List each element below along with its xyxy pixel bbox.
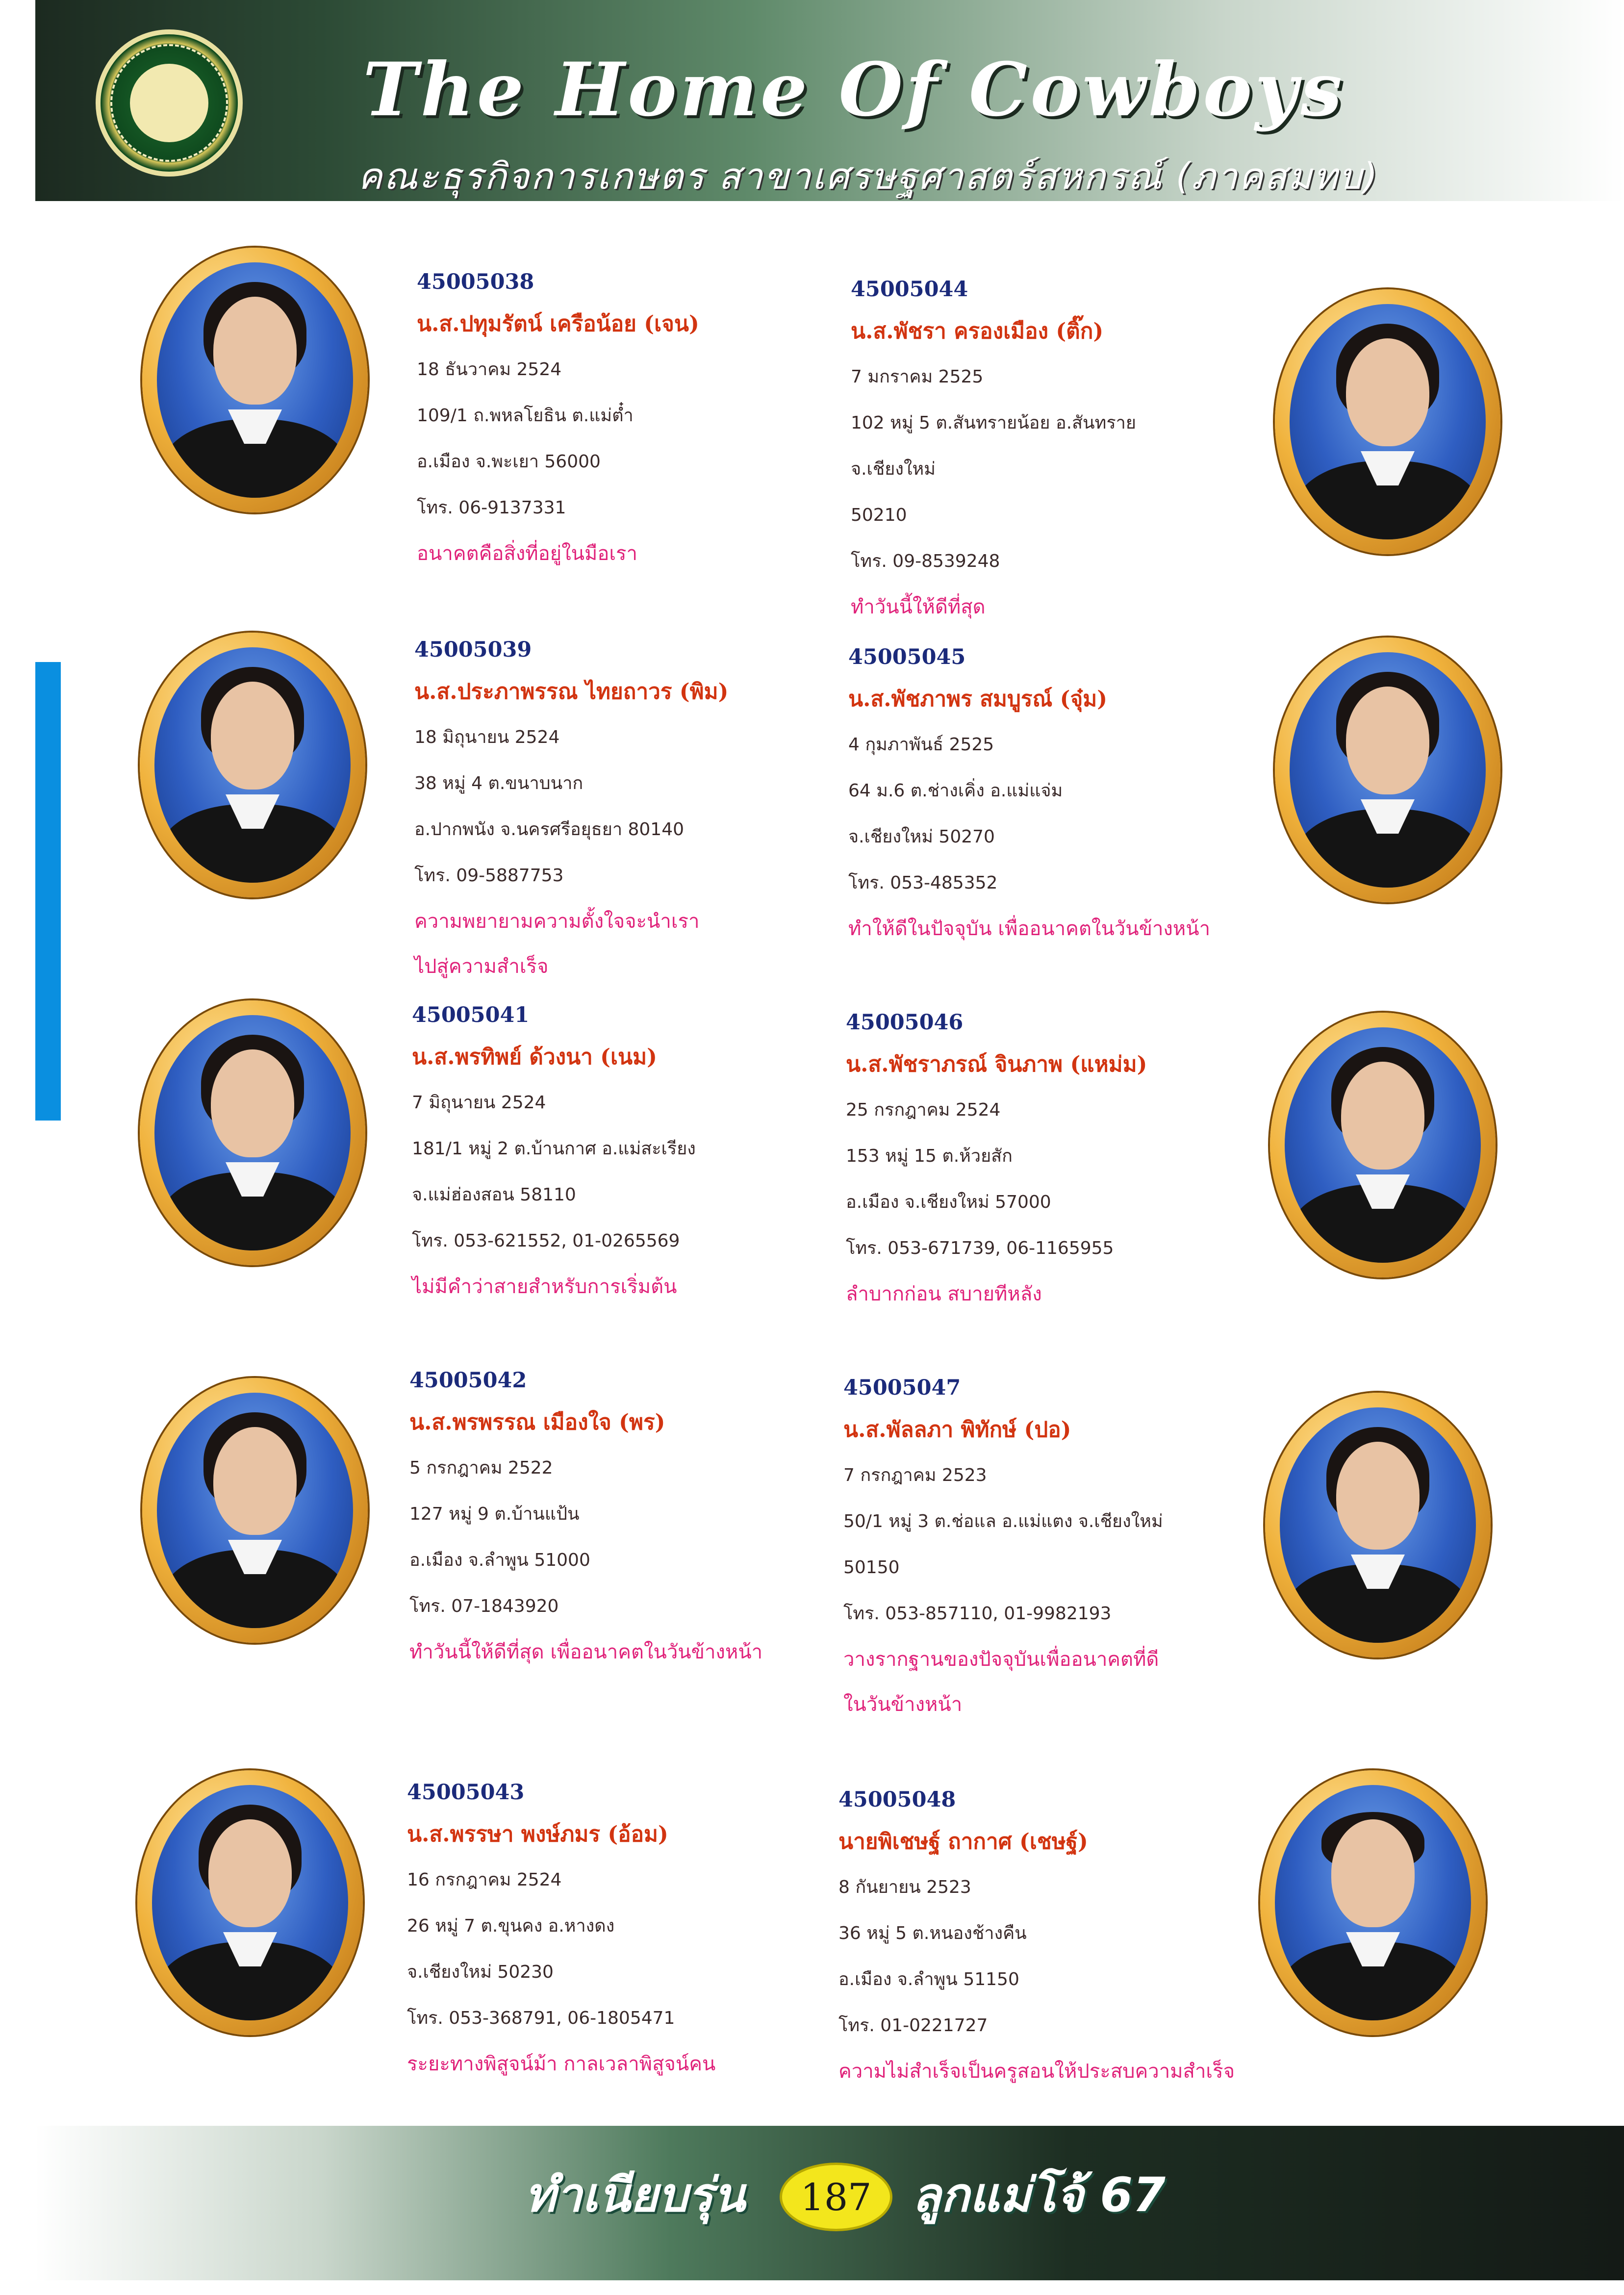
student-entry	[409, 1361, 851, 1675]
portrait-45005043	[137, 1770, 363, 2035]
birth-date: 8 กันยายน 2523	[838, 1877, 971, 1897]
motto: วางรากฐานของปัจจุบันเพื่ออนาคตที่ดี	[843, 1648, 1159, 1671]
student-id: 45005048	[838, 1787, 956, 1812]
student-id: 45005038	[417, 270, 534, 294]
portrait-photo	[154, 647, 351, 883]
birth-date: 5 กรกฎาคม 2522	[409, 1458, 553, 1478]
portrait-photo	[157, 1393, 353, 1628]
address-line: 50210	[851, 505, 907, 525]
student-entry	[846, 1003, 1287, 1317]
birth-date: 18 ธันวาคม 2524	[417, 359, 562, 380]
phone: โทร. 09-8539248	[851, 551, 1000, 571]
student-name: น.ส.พัชภาพร สมบูรณ์ (จุ๋ม)	[848, 687, 1108, 712]
phone: โทร. 06-9137331	[417, 498, 566, 518]
portrait-45005048	[1260, 1770, 1486, 2035]
portrait-45005041	[140, 1000, 365, 1265]
portrait-45005047	[1265, 1393, 1491, 1658]
address-line: 109/1 ถ.พหลโยธิน ต.แม่ต๋ำ	[417, 406, 634, 426]
address-line: 64 ม.6 ต.ช่างเคิ่ง อ.แม่แจ่ม	[848, 781, 1063, 801]
student-entry	[851, 270, 1292, 630]
address-line: จ.เชียงใหม่	[851, 459, 936, 479]
portrait-45005046	[1270, 1013, 1496, 1277]
portrait-photo	[1275, 1785, 1471, 2020]
phone: โทร. 053-368791, 06-1805471	[407, 2008, 675, 2028]
address-line: 50/1 หมู่ 3 ต.ช่อแล อ.แม่แตง จ.เชียงใหม่	[843, 1511, 1163, 1531]
student-name: น.ส.พัชราภรณ์ จินภาพ (แหม่ม)	[846, 1052, 1147, 1077]
student-id: 45005043	[407, 1780, 525, 1805]
birth-date: 16 กรกฎาคม 2524	[407, 1870, 562, 1890]
address-line: 181/1 หมู่ 2 ต.บ้านกาศ อ.แม่สะเรียง	[412, 1139, 696, 1159]
motto: ไม่มีคำว่าสายสำหรับการเริ่มต้น	[412, 1275, 677, 1298]
address-line: จ.เชียงใหม่ 50270	[848, 827, 995, 847]
student-entry	[412, 995, 853, 1309]
student-entry	[848, 638, 1290, 951]
portrait-45005044	[1275, 289, 1500, 554]
student-name: น.ส.ปทุมรัตน์ เครือน้อย (เจน)	[417, 311, 699, 336]
portrait-photo	[1280, 1407, 1476, 1643]
phone: โทร. 09-5887753	[414, 866, 564, 886]
portrait-45005038	[142, 248, 368, 512]
student-entry	[417, 262, 858, 576]
side-accent-bar	[35, 662, 61, 1121]
motto: ทำให้ดีในปัจจุบัน เพื่ออนาคตในวันข้างหน้า	[848, 918, 1211, 940]
phone: โทร. 053-671739, 06-1165955	[846, 1238, 1114, 1258]
address-line: 50150	[843, 1557, 900, 1578]
motto: ในวันข้างหน้า	[843, 1693, 963, 1716]
motto: ความไม่สำเร็จเป็นครูสอนให้ประสบความสำเร็จ	[838, 2060, 1235, 2083]
page-number: 187	[800, 2175, 872, 2219]
birth-date: 25 กรกฎาคม 2524	[846, 1100, 1001, 1120]
motto: ความพยายามความตั้งใจจะนำเรา	[414, 910, 700, 933]
student-name: น.ส.ประภาพรรณ ไทยถาวร (พิม)	[414, 679, 729, 704]
student-id: 45005042	[409, 1368, 527, 1393]
portrait-photo	[1290, 304, 1486, 539]
student-entry	[843, 1368, 1285, 1727]
address-line: 26 หมู่ 7 ต.ขุนคง อ.หางดง	[407, 1916, 615, 1936]
address-line: อ.เมือง จ.เชียงใหม่ 57000	[846, 1192, 1051, 1212]
phone: โทร. 053-621552, 01-0265569	[412, 1231, 680, 1251]
address-line: อ.ปากพนัง จ.นครศรีอยุธยา 80140	[414, 819, 685, 840]
student-name: น.ส.พรพรรณ เมืองใจ (พร)	[409, 1410, 665, 1435]
student-name: น.ส.พัลลภา พิทักษ์ (ปอ)	[843, 1417, 1071, 1442]
student-entry	[838, 1780, 1280, 2094]
address-line: 38 หมู่ 4 ต.ขนาบนาก	[414, 773, 584, 793]
student-name: น.ส.พัชรา ครองเมือง (ติ๊ก)	[851, 319, 1104, 344]
page-subtitle: คณะธุรกิจการเกษตร สาขาเศรษฐศาสตร์สหกรณ์ (ภาคสมทบ)	[358, 155, 1379, 198]
logo-emblem-icon	[130, 64, 208, 142]
motto: ไปสู่ความสำเร็จ	[414, 955, 549, 978]
footer-yearbook-label: ทำเนียบรุ่น	[525, 2168, 745, 2222]
portrait-photo	[157, 262, 353, 498]
birth-date: 18 มิถุนายน 2524	[414, 727, 560, 747]
student-name: น.ส.พรรษา พงษ์ภมร (อ้อม)	[407, 1822, 668, 1847]
motto: อนาคตคือสิ่งที่อยู่ในมือเรา	[417, 542, 637, 565]
address-line: จ.เชียงใหม่ 50230	[407, 1962, 554, 1982]
student-id: 45005046	[846, 1010, 964, 1035]
student-id: 45005044	[851, 277, 968, 302]
phone: โทร. 053-857110, 01-9982193	[843, 1604, 1112, 1624]
motto: ทำวันนี้ให้ดีที่สุด	[851, 596, 986, 618]
page-title: The Home Of Cowboys	[363, 47, 1345, 133]
phone: โทร. 01-0221727	[838, 2015, 988, 2036]
student-name: น.ส.พรทิพย์ ด้วงนา (เนม)	[412, 1045, 657, 1070]
birth-date: 7 มกราคม 2525	[851, 367, 984, 387]
birth-date: 4 กุมภาพันธ์ 2525	[848, 735, 994, 755]
student-id: 45005039	[414, 638, 532, 662]
student-id: 45005047	[843, 1376, 961, 1400]
phone: โทร. 053-485352	[848, 873, 998, 893]
page-number-badge	[780, 2163, 892, 2231]
student-id: 45005045	[848, 645, 966, 669]
motto: ลำบากก่อน สบายทีหลัง	[846, 1283, 1042, 1305]
address-line: 153 หมู่ 15 ต.ห้วยสัก	[846, 1146, 1013, 1166]
phone: โทร. 07-1843920	[409, 1596, 559, 1616]
address-line: 127 หมู่ 9 ต.บ้านแป้น	[409, 1504, 580, 1524]
portrait-photo	[1290, 652, 1486, 888]
footer-class-label: ลูกแม่โจ้ 67	[912, 2168, 1166, 2222]
student-name: นายพิเชษฐ์ ถากาศ (เชษฐ์)	[838, 1829, 1088, 1854]
motto: ระยะทางพิสูจน์ม้า กาลเวลาพิสูจน์คน	[407, 2053, 716, 2075]
student-entry	[407, 1773, 848, 2087]
address-line: จ.แม่ฮ่องสอน 58110	[412, 1185, 576, 1205]
portrait-photo	[1285, 1027, 1481, 1263]
university-logo	[96, 29, 243, 177]
motto: ทำวันนี้ให้ดีที่สุด เพื่ออนาคตในวันข้างหน้า	[409, 1641, 763, 1663]
address-line: 102 หมู่ 5 ต.สันทรายน้อย อ.สันทราย	[851, 413, 1136, 433]
address-line: อ.เมือง จ.ลำพูน 51000	[409, 1550, 590, 1570]
birth-date: 7 มิถุนายน 2524	[412, 1093, 546, 1113]
portrait-photo	[152, 1785, 348, 2020]
address-line: 36 หมู่ 5 ต.หนองช้างคืน	[838, 1923, 1027, 1943]
portrait-45005039	[140, 633, 365, 897]
address-line: อ.เมือง จ.ลำพูน 51150	[838, 1969, 1019, 1989]
portrait-45005042	[142, 1378, 368, 1643]
address-line: อ.เมือง จ.พะเยา 56000	[417, 452, 601, 472]
student-entry	[414, 630, 856, 989]
portrait-45005045	[1275, 638, 1500, 902]
student-id: 45005041	[412, 1003, 530, 1027]
birth-date: 7 กรกฎาคม 2523	[843, 1465, 987, 1485]
portrait-photo	[154, 1015, 351, 1250]
